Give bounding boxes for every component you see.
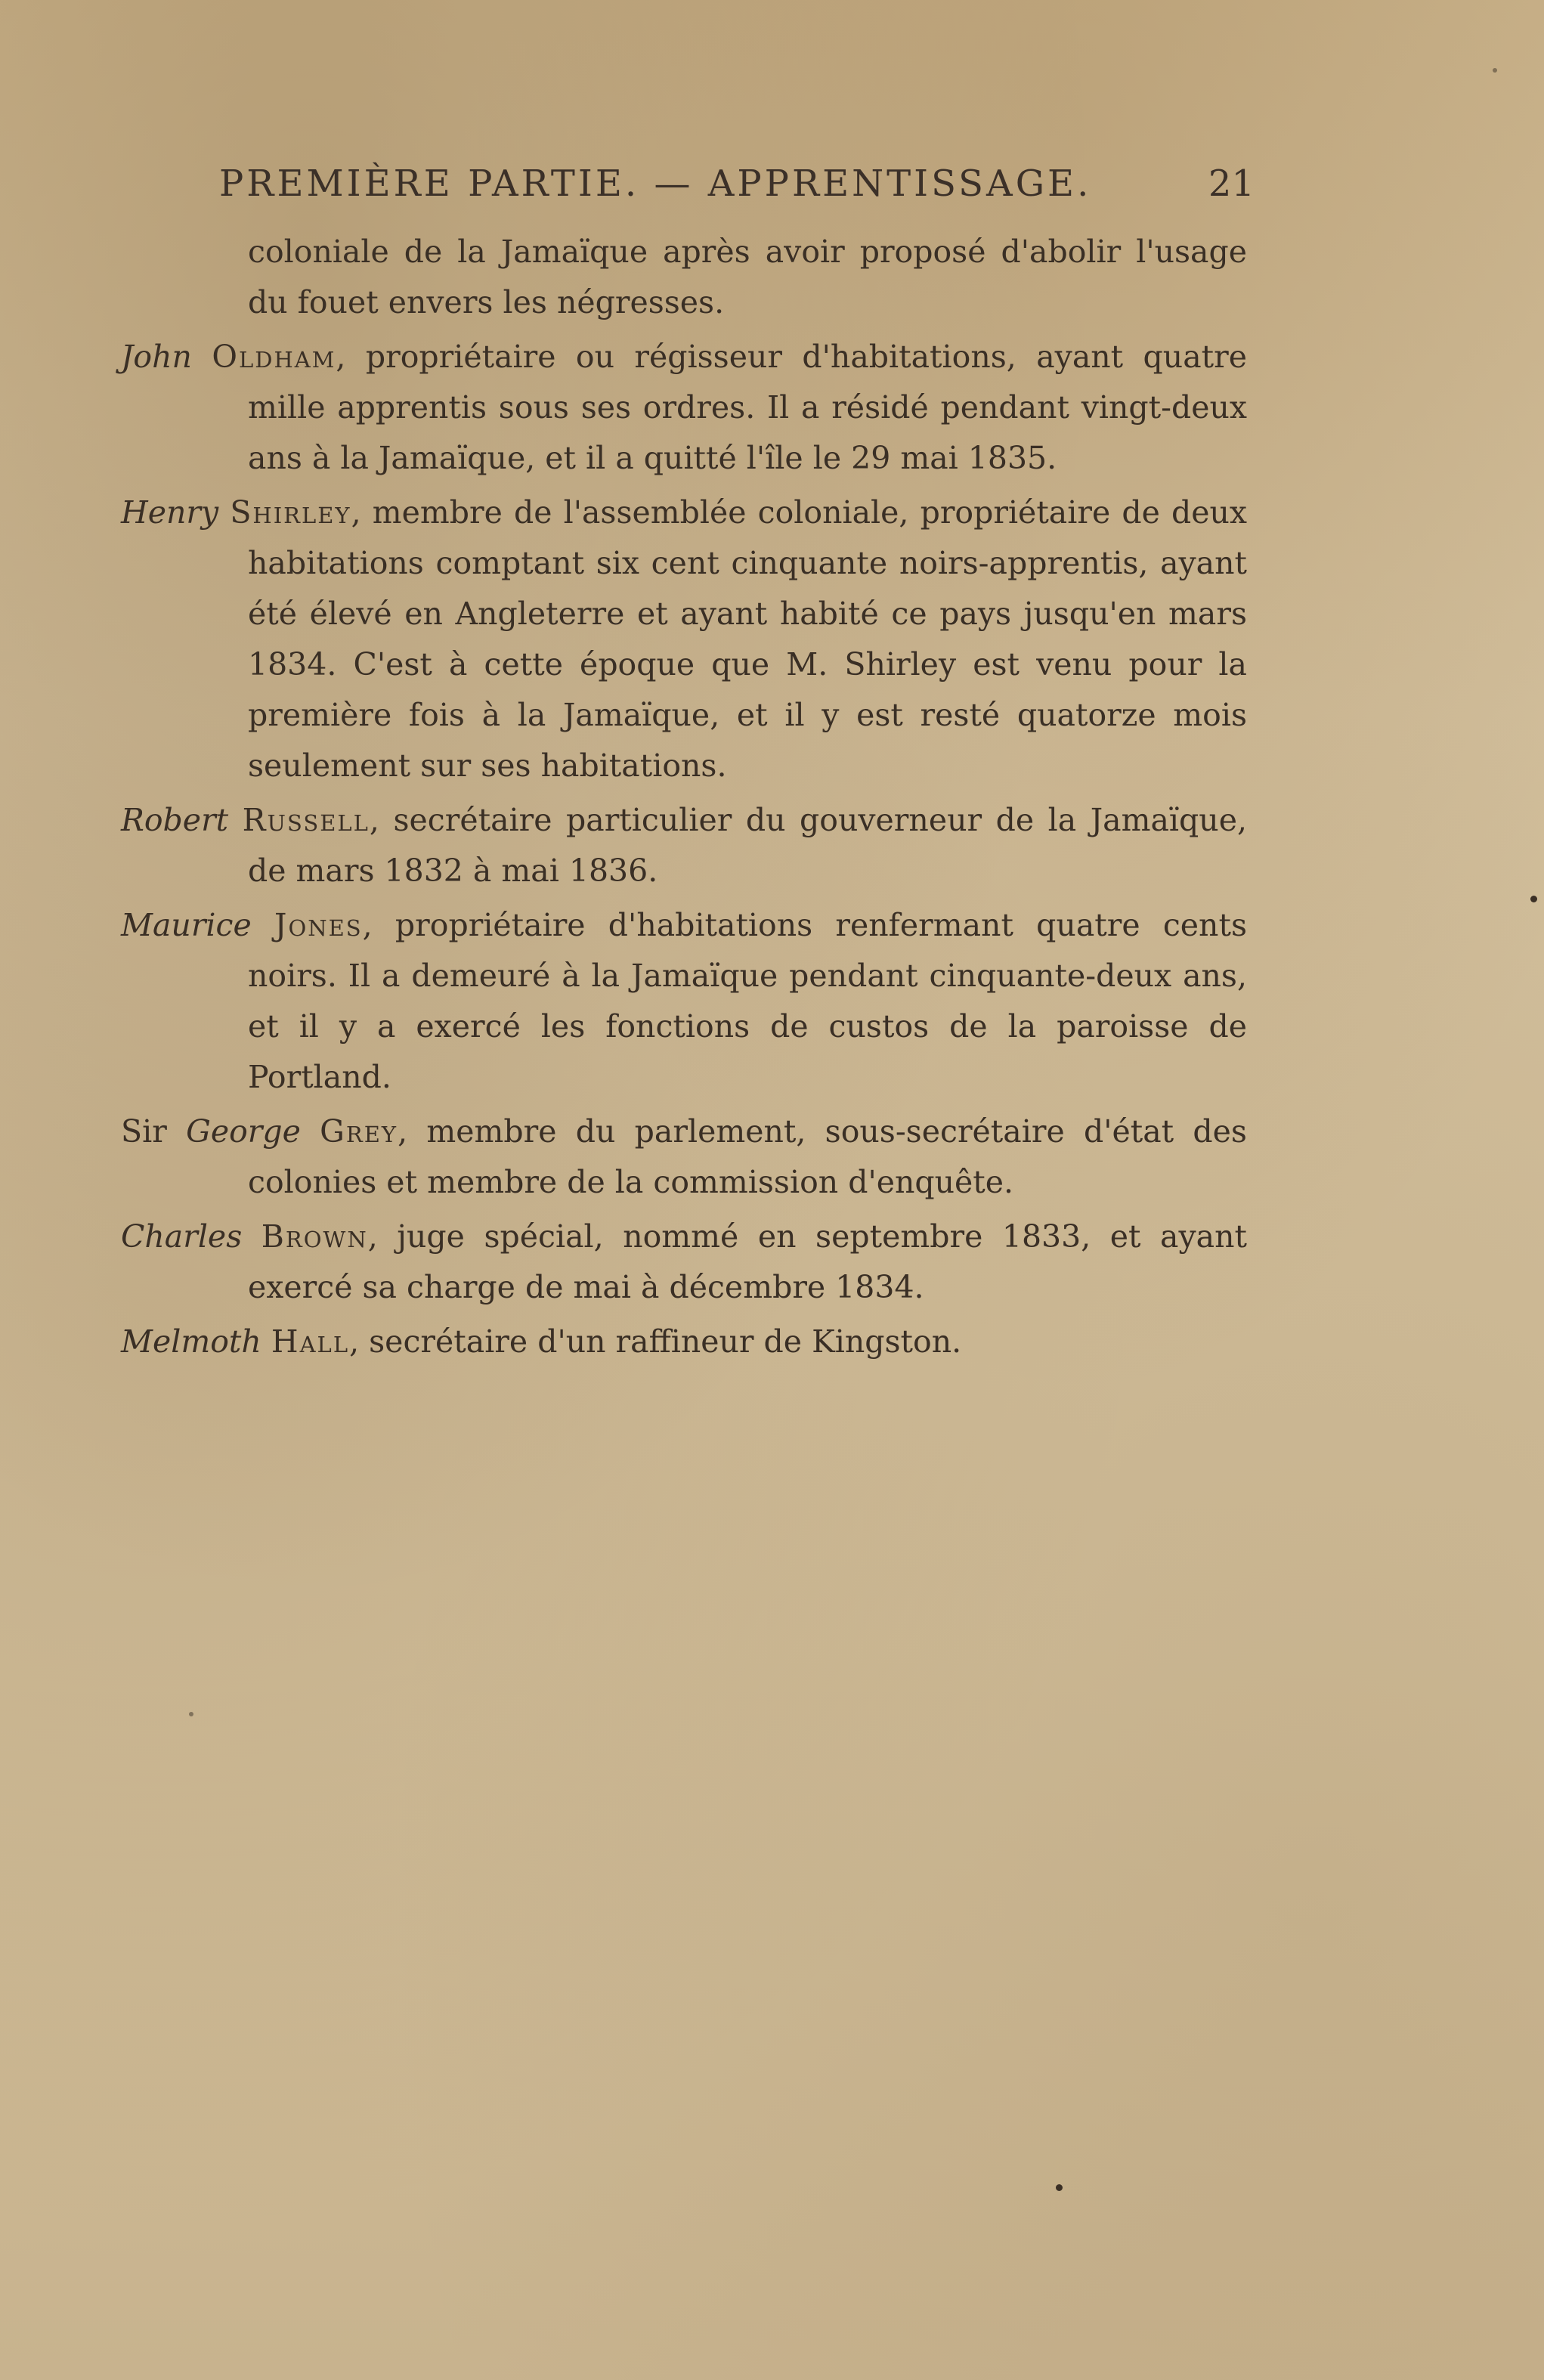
surname: Oldham [212,339,336,375]
given-name: John [121,339,192,375]
witness-entry-shirley [121,487,1247,791]
entry-description: , juge spécial, nommé en septembre 1833, et ayant exercé sa charge de mai à décembre 1834. [248,1218,1247,1305]
body-text [121,227,1247,1371]
ink-spot [1493,68,1497,73]
entry-description: , propriétaire d'habitations renfermant quatre cents noirs. Il a demeuré à la Jamaïque pendant cinquante-deux ans, et il y a exercé les fonctions de custos de la paroisse de Portland. [248,907,1247,1095]
entry-description: , membre de l'assemblée coloniale, propriétaire de deux habitations comptant six cent cinquante noirs-apprentis, ayant été élevé en Angleterre et ayant habité ce pays jusqu'en mars 1834. C'est à cette époque que M. Shirley est venu pour la première fois à la Jamaïque, et il y est resté quatorze mois seulement sur ses habitations. [248,494,1247,784]
surname: Hall [271,1323,350,1360]
witness-entry-jones [121,900,1247,1103]
running-head [219,162,1255,215]
running-head-title: PREMIÈRE PARTIE. — APPRENTISSAGE. [219,162,1092,205]
given-name: Henry [121,494,219,531]
entry-description: , secrétaire particulier du gouverneur de la Jamaïque, de mars 1832 à mai 1836. [248,802,1247,889]
witness-entry-oldham [121,332,1247,484]
given-name: Charles [121,1218,243,1255]
title-prefix: Sir [121,1113,167,1150]
entry-description: , secrétaire d'un raffineur de Kingston. [349,1323,962,1360]
ink-spot [1056,2184,1063,2191]
entry-description: , membre du parlement, sous-secrétaire d'état des colonies et membre de la commission d'enquête. [248,1113,1247,1200]
witness-entry-hall [121,1317,1247,1367]
entry-description: , propriétaire ou régisseur d'habitations, ayant quatre mille apprentis sous ses ordres. Il a résidé pendant vingt-deux ans à la Jamaïque, et il a quitté l'île le 29 mai 1835. [248,339,1247,476]
given-name: Robert [121,802,229,838]
given-name: George [186,1113,301,1150]
page-number: 21 [1208,162,1255,205]
surname: Russell [242,802,370,838]
continuation-paragraph [121,227,1247,328]
ink-spot [189,1712,193,1716]
ink-spot [1530,896,1537,902]
surname: Shirley [230,494,351,531]
witness-entry-russell [121,795,1247,896]
witness-entry-brown [121,1212,1247,1313]
surname: Brown [261,1218,368,1255]
given-name: Maurice [121,907,252,943]
paragraph-text: coloniale de la Jamaïque après avoir proposé d'abolir l'usage du fouet envers les négresses. [248,234,1247,320]
surname: Jones [274,907,363,943]
surname: Grey [320,1113,398,1150]
witness-entry-grey [121,1106,1247,1208]
given-name: Melmoth [121,1323,261,1360]
